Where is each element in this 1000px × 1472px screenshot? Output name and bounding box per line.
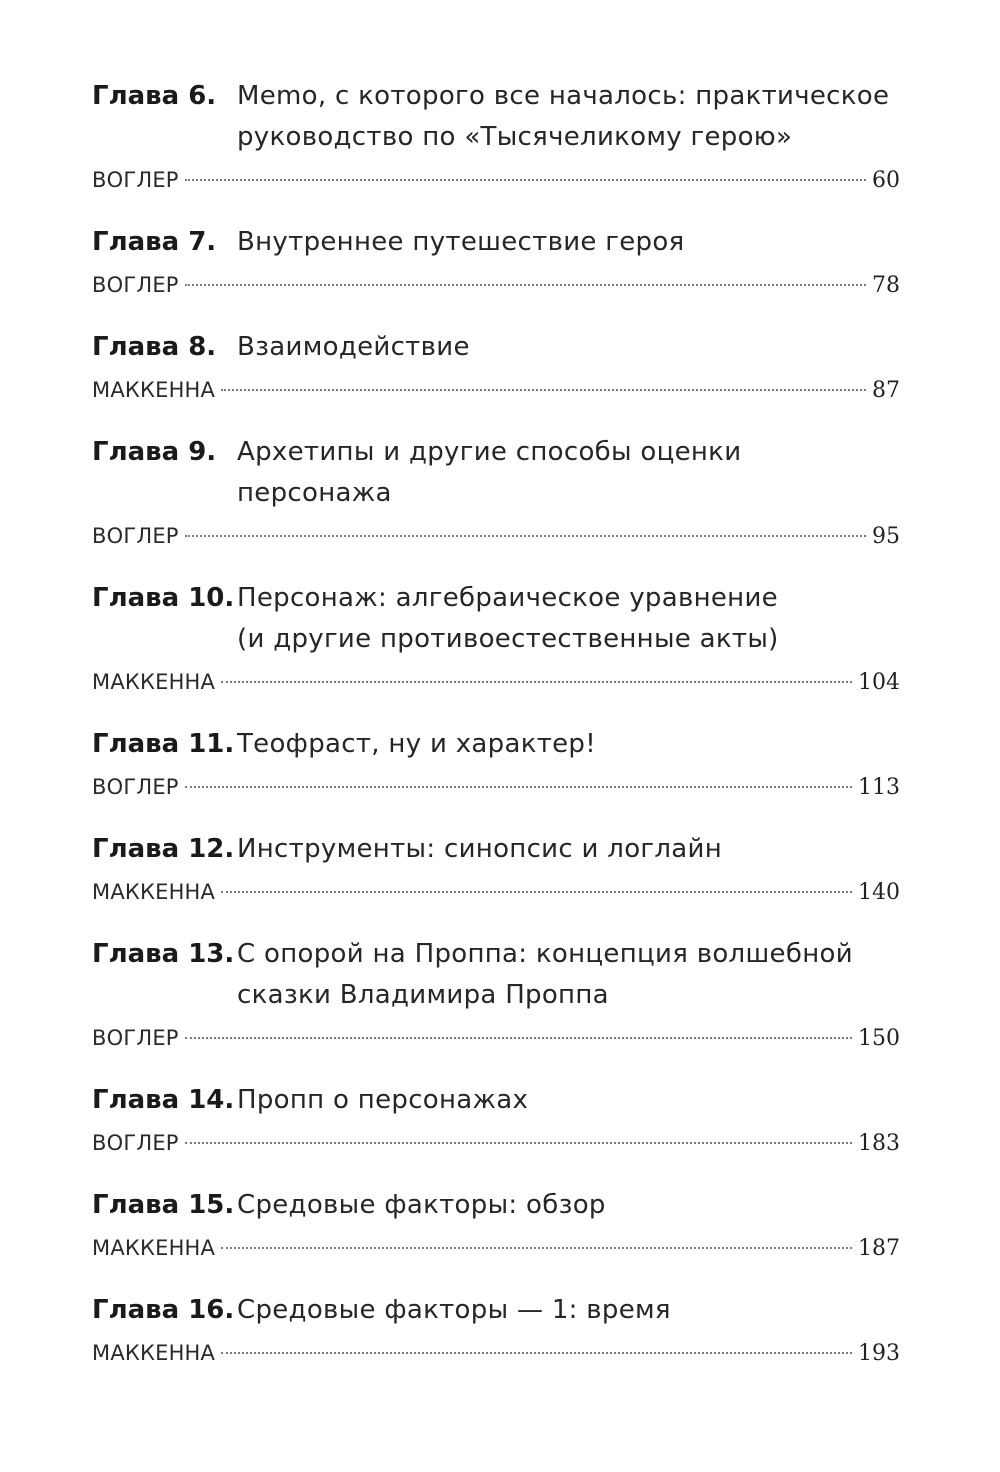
chapter-title-line: Теофраст, ну и характер!	[237, 729, 596, 759]
toc-entry	[92, 76, 900, 200]
toc-entry	[92, 327, 900, 410]
chapter-line	[92, 934, 900, 1016]
chapter-label: Глава 6.	[92, 81, 217, 111]
author-name: МАККЕННА	[92, 880, 216, 904]
author-name: МАККЕННА	[92, 1341, 216, 1365]
dot-leader	[185, 786, 852, 788]
chapter-title-line: Средовые факторы: обзор	[237, 1190, 606, 1220]
chapter-label: Глава 7.	[92, 227, 217, 257]
chapter-title-line: руководство по «Тысячеликому герою»	[237, 122, 793, 152]
author-name: ВОГЛЕР	[92, 168, 179, 192]
chapter-line	[92, 1290, 900, 1331]
author-line	[92, 767, 900, 807]
chapter-line	[92, 432, 900, 514]
toc-entry	[92, 1185, 900, 1268]
page-number: 140	[858, 880, 900, 905]
chapter-title	[237, 222, 900, 263]
toc-entry	[92, 724, 900, 807]
chapter-line	[92, 724, 900, 765]
author-name: ВОГЛЕР	[92, 524, 179, 548]
author-name: ВОГЛЕР	[92, 273, 179, 297]
chapter-title-line: Внутреннее путешествие героя	[237, 227, 685, 257]
chapter-label: Глава 10.	[92, 583, 235, 613]
author-line	[92, 872, 900, 912]
author-name: ВОГЛЕР	[92, 1026, 179, 1050]
toc-entry	[92, 578, 900, 702]
author-name: ВОГЛЕР	[92, 1131, 179, 1155]
chapter-title	[237, 76, 900, 158]
chapter-title-line: Персонаж: алгебраическое уравнение	[237, 583, 778, 613]
author-name: МАККЕННА	[92, 378, 216, 402]
chapter-title	[237, 327, 900, 368]
chapter-title	[237, 829, 900, 870]
chapter-title	[237, 934, 900, 1016]
dot-leader	[185, 535, 866, 537]
toc-entry	[92, 829, 900, 912]
dot-leader	[185, 284, 866, 286]
chapter-title-line: (и другие противоестественные акты)	[237, 624, 779, 654]
author-line	[92, 1018, 900, 1058]
chapter-title	[237, 432, 900, 514]
chapter-line	[92, 578, 900, 660]
chapter-title-line: Взаимодействие	[237, 332, 470, 362]
chapter-title-line: Архетипы и другие способы оценки персонажа	[237, 437, 742, 508]
dot-leader	[221, 891, 852, 893]
chapter-label: Глава 11.	[92, 729, 235, 759]
chapter-title-line: Инструменты: синопсис и логлайн	[237, 834, 723, 864]
author-line	[92, 1123, 900, 1163]
author-line	[92, 265, 900, 305]
page-number: 187	[858, 1236, 900, 1261]
chapter-title-line: Пропп о персонажах	[237, 1085, 529, 1115]
toc-entry	[92, 222, 900, 305]
page-number: 78	[872, 273, 900, 298]
chapter-line	[92, 829, 900, 870]
dot-leader	[185, 1142, 852, 1144]
chapter-line	[92, 1080, 900, 1121]
toc-entry	[92, 1290, 900, 1373]
author-line	[92, 160, 900, 200]
chapter-label: Глава 9.	[92, 437, 217, 467]
dot-leader	[185, 179, 866, 181]
dot-leader	[221, 1247, 852, 1249]
author-line	[92, 662, 900, 702]
author-line	[92, 370, 900, 410]
chapter-title	[237, 1185, 900, 1226]
chapter-title-line: Средовые факторы — 1: время	[237, 1295, 671, 1325]
chapter-line	[92, 222, 900, 263]
toc-entry	[92, 934, 900, 1058]
chapter-label: Глава 13.	[92, 939, 235, 969]
dot-leader	[221, 681, 852, 683]
chapter-label: Глава 14.	[92, 1085, 235, 1115]
page-number: 87	[872, 378, 900, 403]
chapter-title	[237, 578, 900, 660]
dot-leader	[185, 1037, 852, 1039]
page-number: 193	[858, 1341, 900, 1366]
author-line	[92, 1333, 900, 1373]
dot-leader	[221, 1352, 852, 1354]
page-number: 150	[858, 1026, 900, 1051]
author-name: ВОГЛЕР	[92, 775, 179, 799]
chapter-title-line: сказки Владимира Проппа	[237, 980, 609, 1010]
chapter-line	[92, 76, 900, 158]
chapter-title	[237, 1290, 900, 1331]
table-of-contents	[92, 76, 900, 1395]
toc-entry	[92, 1080, 900, 1163]
page-number: 95	[872, 524, 900, 549]
chapter-label: Глава 15.	[92, 1190, 235, 1220]
chapter-line	[92, 327, 900, 368]
chapter-title	[237, 1080, 900, 1121]
chapter-label: Глава 16.	[92, 1295, 235, 1325]
chapter-label: Глава 12.	[92, 834, 235, 864]
chapter-title	[237, 724, 900, 765]
author-name: МАККЕННА	[92, 1236, 216, 1260]
author-line	[92, 516, 900, 556]
page-number: 183	[858, 1131, 900, 1156]
author-name: МАККЕННА	[92, 670, 216, 694]
chapter-title-line: С опорой на Проппа: концепция волшебной	[237, 939, 853, 969]
dot-leader	[221, 389, 866, 391]
toc-entry	[92, 432, 900, 556]
page-number: 60	[872, 168, 900, 193]
page-number: 113	[858, 775, 900, 800]
chapter-label: Глава 8.	[92, 332, 217, 362]
chapter-line	[92, 1185, 900, 1226]
author-line	[92, 1228, 900, 1268]
chapter-title-line: Memo, с которого все началось: практическое	[237, 81, 890, 111]
page-number: 104	[858, 670, 900, 695]
